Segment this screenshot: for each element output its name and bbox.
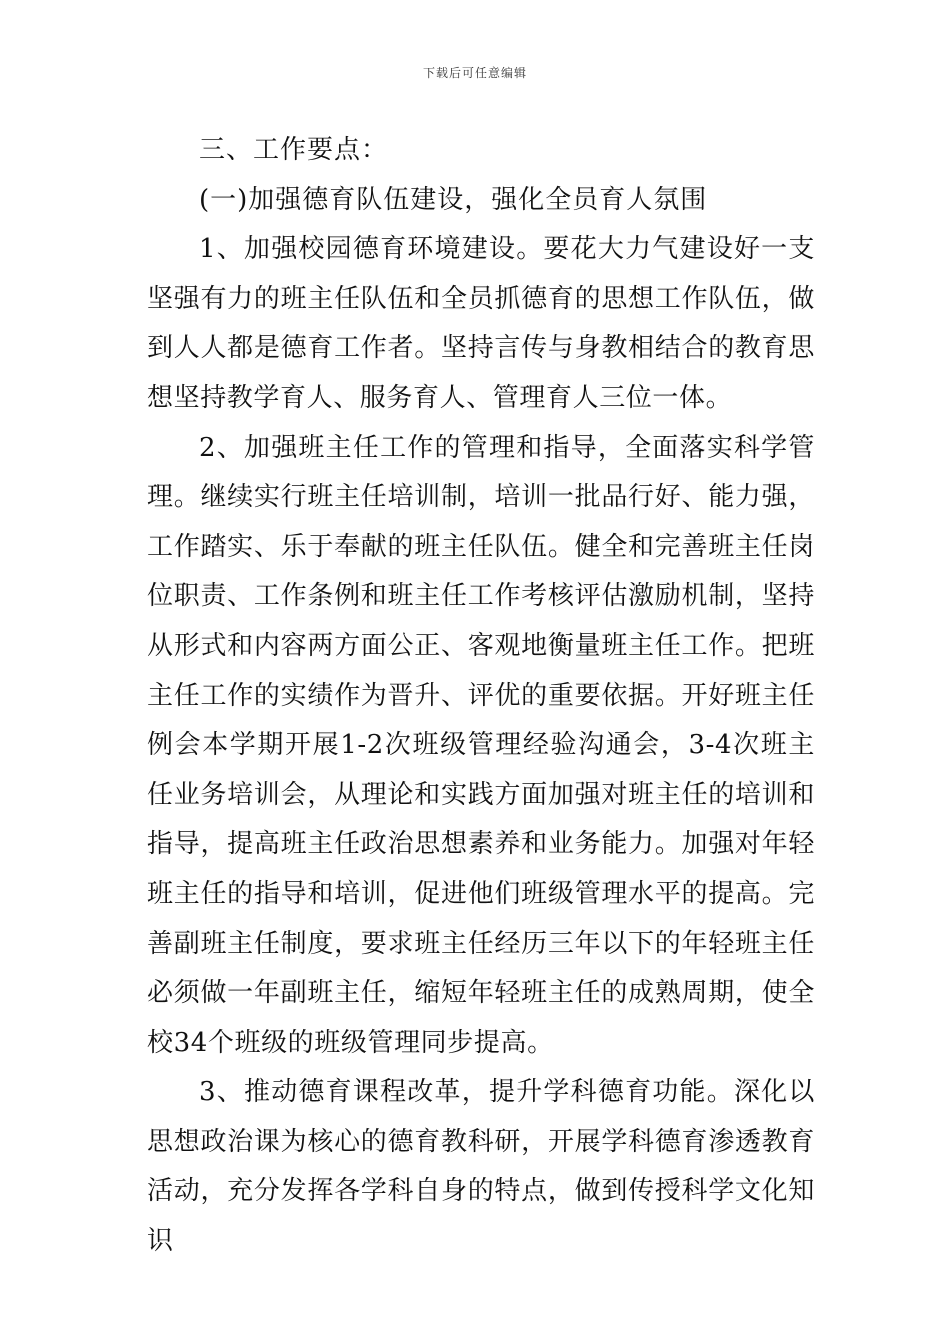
document-body bbox=[147, 126, 815, 1267]
page-header-note: 下载后可任意编辑 bbox=[422, 66, 527, 80]
paragraph-1: 1、加强校园德育环境建设。要花大力气建设好一支坚强有力的班主任队伍和全员抓德育的思想工作队伍，做到人人都是德育工作者。坚持言传与身教相结合的教育思想坚持教学育人、服务育人、管理育人三位一体。 bbox=[147, 234, 815, 413]
paragraph-2: 2、加强班主任工作的管理和指导，全面落实科学管理。继续实行班主任培训制，培训一批品行好、能力强，工作踏实、乐于奉献的班主任队伍。健全和完善班主任岗位职责、工作条例和班主任工作考核评估激励机制，坚持从形式和内容两方面公正、客观地衡量班主任工作。把班主任工作的实绩作为晋升、评优的重要依据。开好班主任例会本学期开展1-2次班级管理经验沟通会，3-4次班主任业务培训会，从理论和实践方面加强对班主任的培训和指导，提高班主任政治思想素养和业务能力。加强对年轻班主任的指导和培训，促进他们班级管理水平的提高。完善副班主任制度，要求班主任经历三年以下的年轻班主任必须做一年副班主任，缩短年轻班主任的成熟周期，使全校34个班级的班级管理同步提高。 bbox=[147, 432, 815, 1058]
section-title: 三、工作要点： bbox=[199, 135, 389, 165]
paragraph-3: 3、推动德育课程改革，提升学科德育功能。深化以思想政治课为核心的德育教科研，开展学科德育渗透教育活动，充分发挥各学科自身的特点，做到传授科学文化知识 bbox=[147, 1077, 815, 1257]
subsection-title: (一)加强德育队伍建设，强化全员育人氛围 bbox=[199, 184, 708, 215]
